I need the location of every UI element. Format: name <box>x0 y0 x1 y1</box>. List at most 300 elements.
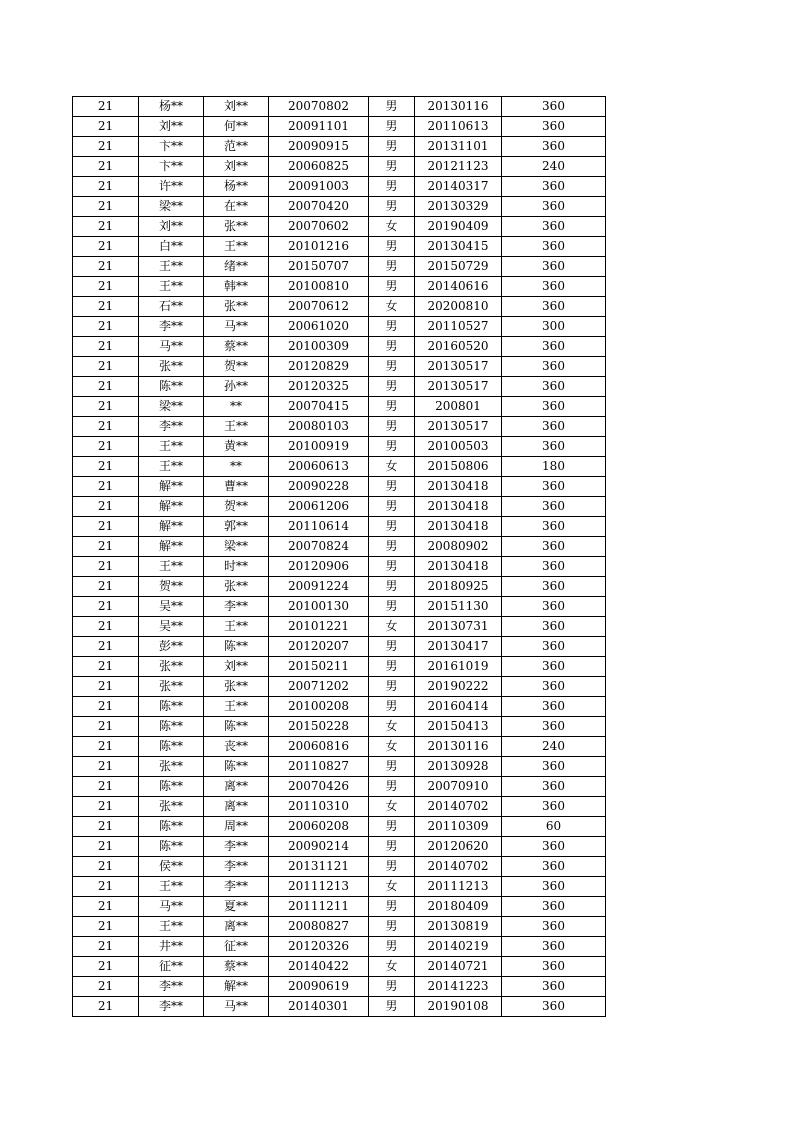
table-row <box>73 617 606 637</box>
date-b-cell: 20130418 <box>415 557 502 577</box>
group-cell: 21 <box>73 197 139 217</box>
gender-cell: 男 <box>369 757 415 777</box>
date-a-cell: 20070612 <box>269 297 369 317</box>
date-a-cell: 20100810 <box>269 277 369 297</box>
name-b-cell: 张** <box>204 677 269 697</box>
amount-cell: 360 <box>502 577 606 597</box>
gender-cell: 男 <box>369 697 415 717</box>
group-cell: 21 <box>73 437 139 457</box>
group-cell: 21 <box>73 137 139 157</box>
name-a-cell: 解** <box>139 537 204 557</box>
table-row <box>73 277 606 297</box>
date-b-cell: 20130116 <box>415 97 502 117</box>
table-row <box>73 777 606 797</box>
table-row <box>73 897 606 917</box>
name-a-cell: 张** <box>139 757 204 777</box>
group-cell: 21 <box>73 557 139 577</box>
date-b-cell: 20130418 <box>415 497 502 517</box>
name-b-cell: 贺** <box>204 357 269 377</box>
date-a-cell: 20090915 <box>269 137 369 157</box>
name-a-cell: 解** <box>139 517 204 537</box>
name-a-cell: 彭** <box>139 637 204 657</box>
date-b-cell: 20130418 <box>415 517 502 537</box>
name-a-cell: 王** <box>139 917 204 937</box>
table-row <box>73 497 606 517</box>
name-b-cell: ** <box>204 457 269 477</box>
table-row <box>73 757 606 777</box>
date-b-cell: 20140702 <box>415 797 502 817</box>
gender-cell: 男 <box>369 197 415 217</box>
date-a-cell: 20091101 <box>269 117 369 137</box>
amount-cell: 360 <box>502 137 606 157</box>
date-b-cell: 20150413 <box>415 717 502 737</box>
name-b-cell: 陈** <box>204 637 269 657</box>
amount-cell: 360 <box>502 417 606 437</box>
gender-cell: 男 <box>369 437 415 457</box>
gender-cell: 男 <box>369 257 415 277</box>
table-row <box>73 717 606 737</box>
name-b-cell: 张** <box>204 577 269 597</box>
amount-cell: 360 <box>502 397 606 417</box>
gender-cell: 男 <box>369 557 415 577</box>
date-b-cell: 20140317 <box>415 177 502 197</box>
name-b-cell: 曹** <box>204 477 269 497</box>
date-a-cell: 20080103 <box>269 417 369 437</box>
date-b-cell: 20130819 <box>415 917 502 937</box>
date-a-cell: 20101221 <box>269 617 369 637</box>
group-cell: 21 <box>73 837 139 857</box>
group-cell: 21 <box>73 737 139 757</box>
date-b-cell: 20140721 <box>415 957 502 977</box>
table-row <box>73 257 606 277</box>
date-a-cell: 20060825 <box>269 157 369 177</box>
date-a-cell: 20120325 <box>269 377 369 397</box>
date-b-cell: 20130517 <box>415 417 502 437</box>
group-cell: 21 <box>73 957 139 977</box>
table-row <box>73 957 606 977</box>
name-a-cell: 刘** <box>139 217 204 237</box>
amount-cell: 360 <box>502 117 606 137</box>
name-a-cell: 王** <box>139 277 204 297</box>
group-cell: 21 <box>73 177 139 197</box>
amount-cell: 60 <box>502 817 606 837</box>
group-cell: 21 <box>73 217 139 237</box>
amount-cell: 360 <box>502 297 606 317</box>
name-b-cell: 梁** <box>204 537 269 557</box>
table-body <box>73 97 606 1017</box>
date-b-cell: 20130415 <box>415 237 502 257</box>
gender-cell: 男 <box>369 777 415 797</box>
name-a-cell: 侯** <box>139 857 204 877</box>
date-a-cell: 20061020 <box>269 317 369 337</box>
date-a-cell: 20100130 <box>269 597 369 617</box>
group-cell: 21 <box>73 597 139 617</box>
amount-cell: 360 <box>502 957 606 977</box>
date-a-cell: 20100309 <box>269 337 369 357</box>
table-row <box>73 917 606 937</box>
amount-cell: 360 <box>502 617 606 637</box>
gender-cell: 男 <box>369 177 415 197</box>
name-a-cell: 陈** <box>139 837 204 857</box>
table-row <box>73 837 606 857</box>
name-a-cell: 张** <box>139 797 204 817</box>
amount-cell: 360 <box>502 497 606 517</box>
name-b-cell: 夏** <box>204 897 269 917</box>
table-row <box>73 377 606 397</box>
name-b-cell: 时** <box>204 557 269 577</box>
date-a-cell: 20071202 <box>269 677 369 697</box>
table-row <box>73 237 606 257</box>
date-a-cell: 20150211 <box>269 657 369 677</box>
name-a-cell: 李** <box>139 997 204 1017</box>
name-a-cell: 马** <box>139 897 204 917</box>
gender-cell: 男 <box>369 817 415 837</box>
table-row <box>73 597 606 617</box>
group-cell: 21 <box>73 577 139 597</box>
amount-cell: 360 <box>502 857 606 877</box>
gender-cell: 男 <box>369 497 415 517</box>
date-a-cell: 20140422 <box>269 957 369 977</box>
amount-cell: 360 <box>502 837 606 857</box>
name-b-cell: 李** <box>204 597 269 617</box>
amount-cell: 360 <box>502 897 606 917</box>
gender-cell: 女 <box>369 877 415 897</box>
gender-cell: 男 <box>369 317 415 337</box>
name-a-cell: 陈** <box>139 717 204 737</box>
date-b-cell: 20190409 <box>415 217 502 237</box>
group-cell: 21 <box>73 377 139 397</box>
amount-cell: 300 <box>502 317 606 337</box>
date-a-cell: 20140301 <box>269 997 369 1017</box>
date-b-cell: 20180925 <box>415 577 502 597</box>
name-b-cell: 蔡** <box>204 337 269 357</box>
date-a-cell: 20150228 <box>269 717 369 737</box>
amount-cell: 360 <box>502 537 606 557</box>
name-a-cell: 井** <box>139 937 204 957</box>
table-row <box>73 697 606 717</box>
amount-cell: 360 <box>502 677 606 697</box>
date-b-cell: 20140219 <box>415 937 502 957</box>
gender-cell: 男 <box>369 337 415 357</box>
amount-cell: 360 <box>502 517 606 537</box>
name-a-cell: 李** <box>139 977 204 997</box>
date-a-cell: 20070426 <box>269 777 369 797</box>
date-b-cell: 200801 <box>415 397 502 417</box>
gender-cell: 男 <box>369 537 415 557</box>
table-row <box>73 517 606 537</box>
name-a-cell: 陈** <box>139 377 204 397</box>
gender-cell: 男 <box>369 237 415 257</box>
name-a-cell: 杨** <box>139 97 204 117</box>
table-row <box>73 337 606 357</box>
name-b-cell: 陈** <box>204 757 269 777</box>
date-a-cell: 20111211 <box>269 897 369 917</box>
name-a-cell: 梁** <box>139 197 204 217</box>
group-cell: 21 <box>73 537 139 557</box>
date-a-cell: 20070415 <box>269 397 369 417</box>
name-a-cell: 吴** <box>139 597 204 617</box>
group-cell: 21 <box>73 237 139 257</box>
amount-cell: 360 <box>502 257 606 277</box>
amount-cell: 360 <box>502 757 606 777</box>
date-a-cell: 20070802 <box>269 97 369 117</box>
name-b-cell: 丧** <box>204 737 269 757</box>
table-row <box>73 457 606 477</box>
group-cell: 21 <box>73 617 139 637</box>
name-b-cell: 范** <box>204 137 269 157</box>
table-row <box>73 157 606 177</box>
group-cell: 21 <box>73 457 139 477</box>
name-a-cell: 征** <box>139 957 204 977</box>
amount-cell: 360 <box>502 777 606 797</box>
date-a-cell: 20120326 <box>269 937 369 957</box>
table-row <box>73 117 606 137</box>
name-b-cell: 李** <box>204 877 269 897</box>
amount-cell: 240 <box>502 157 606 177</box>
gender-cell: 男 <box>369 377 415 397</box>
name-a-cell: 刘** <box>139 117 204 137</box>
table-row <box>73 197 606 217</box>
date-b-cell: 20121123 <box>415 157 502 177</box>
date-a-cell: 20060816 <box>269 737 369 757</box>
name-a-cell: 王** <box>139 557 204 577</box>
gender-cell: 女 <box>369 737 415 757</box>
date-b-cell: 20151130 <box>415 597 502 617</box>
name-b-cell: 李** <box>204 837 269 857</box>
gender-cell: 男 <box>369 857 415 877</box>
amount-cell: 360 <box>502 637 606 657</box>
name-b-cell: 马** <box>204 997 269 1017</box>
table-row <box>73 177 606 197</box>
name-a-cell: 陈** <box>139 737 204 757</box>
date-b-cell: 20130928 <box>415 757 502 777</box>
table-row <box>73 317 606 337</box>
name-a-cell: 许** <box>139 177 204 197</box>
date-b-cell: 20141223 <box>415 977 502 997</box>
gender-cell: 男 <box>369 517 415 537</box>
table-row <box>73 857 606 877</box>
gender-cell: 男 <box>369 897 415 917</box>
date-a-cell: 20101216 <box>269 237 369 257</box>
date-a-cell: 20070602 <box>269 217 369 237</box>
name-b-cell: 征** <box>204 937 269 957</box>
gender-cell: 男 <box>369 417 415 437</box>
date-a-cell: 20070824 <box>269 537 369 557</box>
name-b-cell: ** <box>204 397 269 417</box>
date-b-cell: 20130116 <box>415 737 502 757</box>
gender-cell: 男 <box>369 597 415 617</box>
date-b-cell: 20140616 <box>415 277 502 297</box>
date-b-cell: 20160520 <box>415 337 502 357</box>
name-b-cell: 黄** <box>204 437 269 457</box>
name-b-cell: 蔡** <box>204 957 269 977</box>
group-cell: 21 <box>73 297 139 317</box>
group-cell: 21 <box>73 877 139 897</box>
table-row <box>73 297 606 317</box>
date-b-cell: 20180409 <box>415 897 502 917</box>
name-b-cell: 王** <box>204 237 269 257</box>
name-a-cell: 张** <box>139 657 204 677</box>
name-b-cell: 离** <box>204 797 269 817</box>
date-a-cell: 20120906 <box>269 557 369 577</box>
amount-cell: 360 <box>502 597 606 617</box>
date-a-cell: 20061206 <box>269 497 369 517</box>
gender-cell: 男 <box>369 937 415 957</box>
date-a-cell: 20120829 <box>269 357 369 377</box>
gender-cell: 男 <box>369 277 415 297</box>
table-row <box>73 417 606 437</box>
table-row <box>73 677 606 697</box>
amount-cell: 360 <box>502 437 606 457</box>
name-a-cell: 张** <box>139 357 204 377</box>
name-a-cell: 马** <box>139 337 204 357</box>
date-b-cell: 20190108 <box>415 997 502 1017</box>
group-cell: 21 <box>73 517 139 537</box>
amount-cell: 360 <box>502 97 606 117</box>
date-b-cell: 20110309 <box>415 817 502 837</box>
date-b-cell: 20140702 <box>415 857 502 877</box>
date-a-cell: 20090214 <box>269 837 369 857</box>
group-cell: 21 <box>73 777 139 797</box>
name-a-cell: 李** <box>139 417 204 437</box>
gender-cell: 女 <box>369 297 415 317</box>
amount-cell: 360 <box>502 877 606 897</box>
gender-cell: 男 <box>369 477 415 497</box>
table-row <box>73 797 606 817</box>
date-b-cell: 20130418 <box>415 477 502 497</box>
table-row <box>73 97 606 117</box>
date-a-cell: 20131121 <box>269 857 369 877</box>
amount-cell: 360 <box>502 997 606 1017</box>
group-cell: 21 <box>73 317 139 337</box>
name-b-cell: 在** <box>204 197 269 217</box>
name-b-cell: 张** <box>204 217 269 237</box>
group-cell: 21 <box>73 997 139 1017</box>
date-a-cell: 20090228 <box>269 477 369 497</box>
table-row <box>73 637 606 657</box>
amount-cell: 360 <box>502 657 606 677</box>
name-b-cell: 解** <box>204 977 269 997</box>
name-a-cell: 张** <box>139 677 204 697</box>
name-b-cell: 绪** <box>204 257 269 277</box>
name-a-cell: 陈** <box>139 777 204 797</box>
group-cell: 21 <box>73 917 139 937</box>
date-a-cell: 20091003 <box>269 177 369 197</box>
group-cell: 21 <box>73 937 139 957</box>
name-b-cell: 韩** <box>204 277 269 297</box>
date-a-cell: 20091224 <box>269 577 369 597</box>
name-b-cell: 刘** <box>204 157 269 177</box>
date-b-cell: 20161019 <box>415 657 502 677</box>
date-a-cell: 20110827 <box>269 757 369 777</box>
name-a-cell: 卞** <box>139 137 204 157</box>
date-b-cell: 20190222 <box>415 677 502 697</box>
table-row <box>73 557 606 577</box>
name-b-cell: 贺** <box>204 497 269 517</box>
name-a-cell: 王** <box>139 437 204 457</box>
amount-cell: 360 <box>502 937 606 957</box>
gender-cell: 男 <box>369 157 415 177</box>
table-row <box>73 877 606 897</box>
group-cell: 21 <box>73 637 139 657</box>
gender-cell: 女 <box>369 617 415 637</box>
gender-cell: 女 <box>369 957 415 977</box>
date-b-cell: 20131101 <box>415 137 502 157</box>
amount-cell: 360 <box>502 177 606 197</box>
table-row <box>73 737 606 757</box>
table-row <box>73 537 606 557</box>
date-b-cell: 20130329 <box>415 197 502 217</box>
group-cell: 21 <box>73 797 139 817</box>
table-row <box>73 997 606 1017</box>
date-b-cell: 20130517 <box>415 377 502 397</box>
group-cell: 21 <box>73 157 139 177</box>
table-row <box>73 137 606 157</box>
name-a-cell: 石** <box>139 297 204 317</box>
amount-cell: 360 <box>502 377 606 397</box>
name-b-cell: 离** <box>204 917 269 937</box>
date-b-cell: 20070910 <box>415 777 502 797</box>
group-cell: 21 <box>73 857 139 877</box>
amount-cell: 360 <box>502 717 606 737</box>
date-b-cell: 20100503 <box>415 437 502 457</box>
table-row <box>73 437 606 457</box>
amount-cell: 360 <box>502 217 606 237</box>
group-cell: 21 <box>73 337 139 357</box>
gender-cell: 男 <box>369 117 415 137</box>
date-b-cell: 20130731 <box>415 617 502 637</box>
table-row <box>73 577 606 597</box>
name-b-cell: 刘** <box>204 657 269 677</box>
name-a-cell: 陈** <box>139 817 204 837</box>
date-a-cell: 20090619 <box>269 977 369 997</box>
name-a-cell: 解** <box>139 477 204 497</box>
date-a-cell: 20070420 <box>269 197 369 217</box>
name-b-cell: 离** <box>204 777 269 797</box>
name-b-cell: 陈** <box>204 717 269 737</box>
group-cell: 21 <box>73 977 139 997</box>
date-a-cell: 20060208 <box>269 817 369 837</box>
table-row <box>73 217 606 237</box>
amount-cell: 180 <box>502 457 606 477</box>
amount-cell: 360 <box>502 197 606 217</box>
gender-cell: 男 <box>369 577 415 597</box>
date-a-cell: 20110310 <box>269 797 369 817</box>
amount-cell: 360 <box>502 797 606 817</box>
name-a-cell: 王** <box>139 457 204 477</box>
date-a-cell: 20120207 <box>269 637 369 657</box>
amount-cell: 360 <box>502 697 606 717</box>
gender-cell: 男 <box>369 397 415 417</box>
table-row <box>73 477 606 497</box>
name-b-cell: 孙** <box>204 377 269 397</box>
group-cell: 21 <box>73 657 139 677</box>
table-row <box>73 977 606 997</box>
amount-cell: 360 <box>502 277 606 297</box>
group-cell: 21 <box>73 717 139 737</box>
gender-cell: 男 <box>369 137 415 157</box>
amount-cell: 360 <box>502 357 606 377</box>
group-cell: 21 <box>73 397 139 417</box>
group-cell: 21 <box>73 417 139 437</box>
group-cell: 21 <box>73 117 139 137</box>
gender-cell: 男 <box>369 977 415 997</box>
gender-cell: 女 <box>369 217 415 237</box>
amount-cell: 360 <box>502 917 606 937</box>
group-cell: 21 <box>73 757 139 777</box>
name-a-cell: 解** <box>139 497 204 517</box>
name-b-cell: 王** <box>204 417 269 437</box>
